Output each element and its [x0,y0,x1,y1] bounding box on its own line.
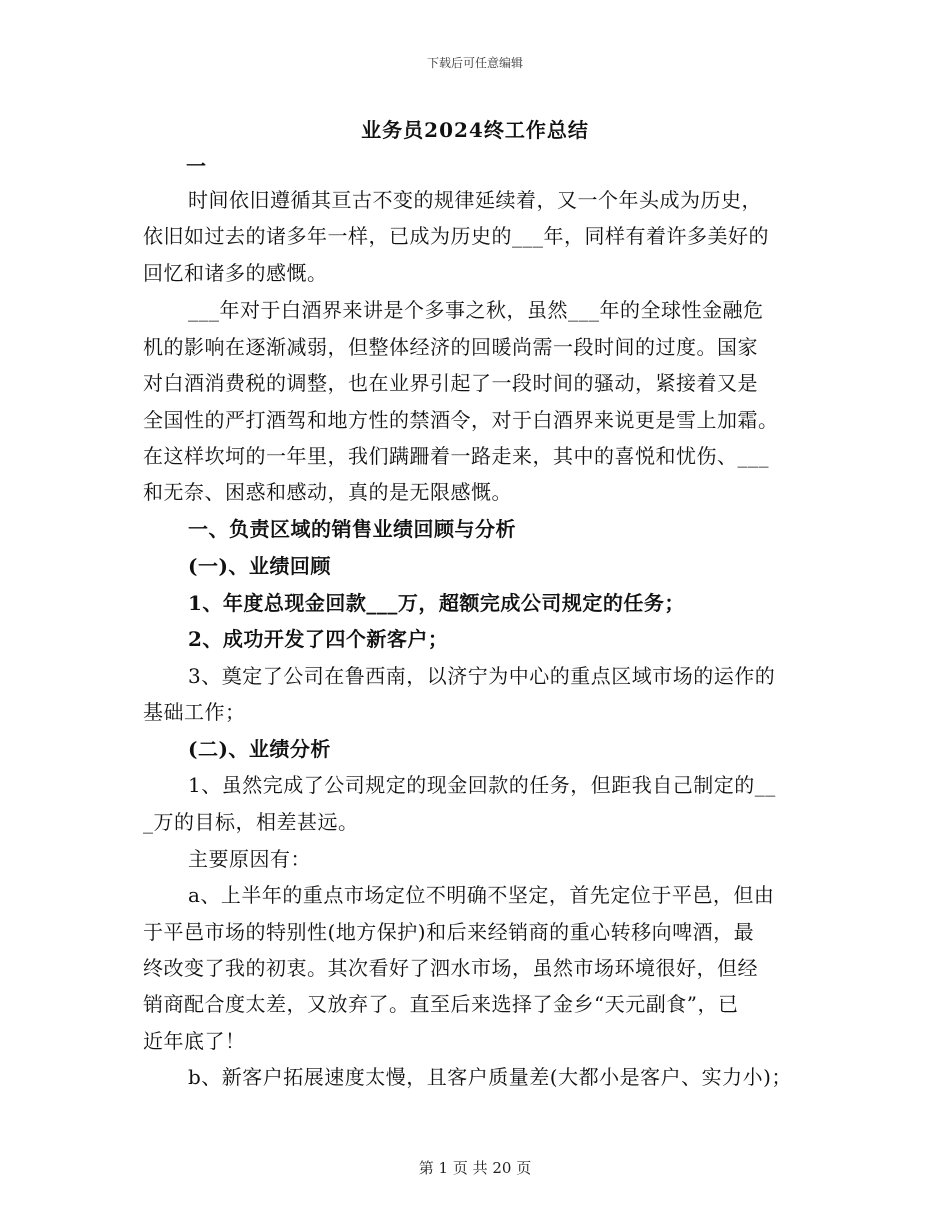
paragraph-line: 机的影响在逐渐减弱，但整体经济的回暖尚需一段时间的过度。国家 [143,335,758,359]
paragraph-line: 时间依旧遵循其亘古不变的规律延续着，又一个年头成为历史， [188,188,762,212]
paragraph-line: 终改变了我的初衷。其次看好了泗水市场，虽然市场环境很好，但经 [143,956,758,980]
paragraph-line: 销商配合度太差，又放弃了。直至后来选择了金乡“天元副食”，已 [143,992,739,1016]
paragraph-line: 对白酒消费税的调整，也在业界引起了一段时间的骚动，紧接着又是 [143,371,758,395]
paragraph-line: 和无奈、困惑和感动，真的是无限感慨。 [143,480,512,504]
section-dash: 一 [186,154,206,178]
paragraph-line: _万的目标，相差甚远。 [143,810,359,834]
paragraph-line: 在这样坎坷的一年里，我们蹒跚着一路走来，其中的喜悦和忧伤、___ [143,444,769,468]
paragraph-line: b、新客户拓展速度太慢，且客户质量差(大都小是客户、实力小)； [188,1065,792,1089]
paragraph-line: 3、奠定了公司在鲁西南，以济宁为中心的重点区域市场的运作的 [188,664,776,688]
paragraph-line: 近年底了！ [143,1029,246,1053]
header-note: 下载后可任意编辑 [426,56,523,70]
paragraph-line: 回忆和诸多的感慨。 [143,261,328,285]
section-heading: (一)、业绩回顾 [188,554,331,578]
section-heading: (二)、业绩分析 [188,737,331,761]
paragraph-line: 于平邑市场的特别性(地方保护)和后来经销商的重心转移向啤酒，最 [143,920,755,944]
section-heading: 一、负责区域的销售业绩回顾与分析 [188,517,516,541]
section-heading: 1、年度总现金回款___万，超额完成公司规定的任务； [188,591,685,615]
section-heading: 2、成功开发了四个新客户； [188,627,449,651]
paragraph-line: 基础工作； [143,700,246,724]
paragraph-line: 全国性的严打酒驾和地方性的禁酒令，对于白酒界来说更是雪上加霜。 [143,408,779,432]
paragraph-line: 1、虽然完成了公司规定的现金回款的任务，但距我自己制定的__ [188,773,776,797]
paragraph-line: a、上半年的重点市场定位不明确不坚定，首先定位于平邑，但由 [188,883,775,907]
paragraph-line: 依旧如过去的诸多年一样，已成为历史的___年，同样有着许多美好的 [143,224,769,248]
page-number: 第 1 页 共 20 页 [418,1159,532,1177]
paragraph-line: ___年对于白酒界来讲是个多事之秋，虽然___年的全球性金融危 [188,298,764,322]
paragraph-line: 主要原因有： [188,847,311,871]
document-title: 业务员2024终工作总结 [361,118,589,142]
